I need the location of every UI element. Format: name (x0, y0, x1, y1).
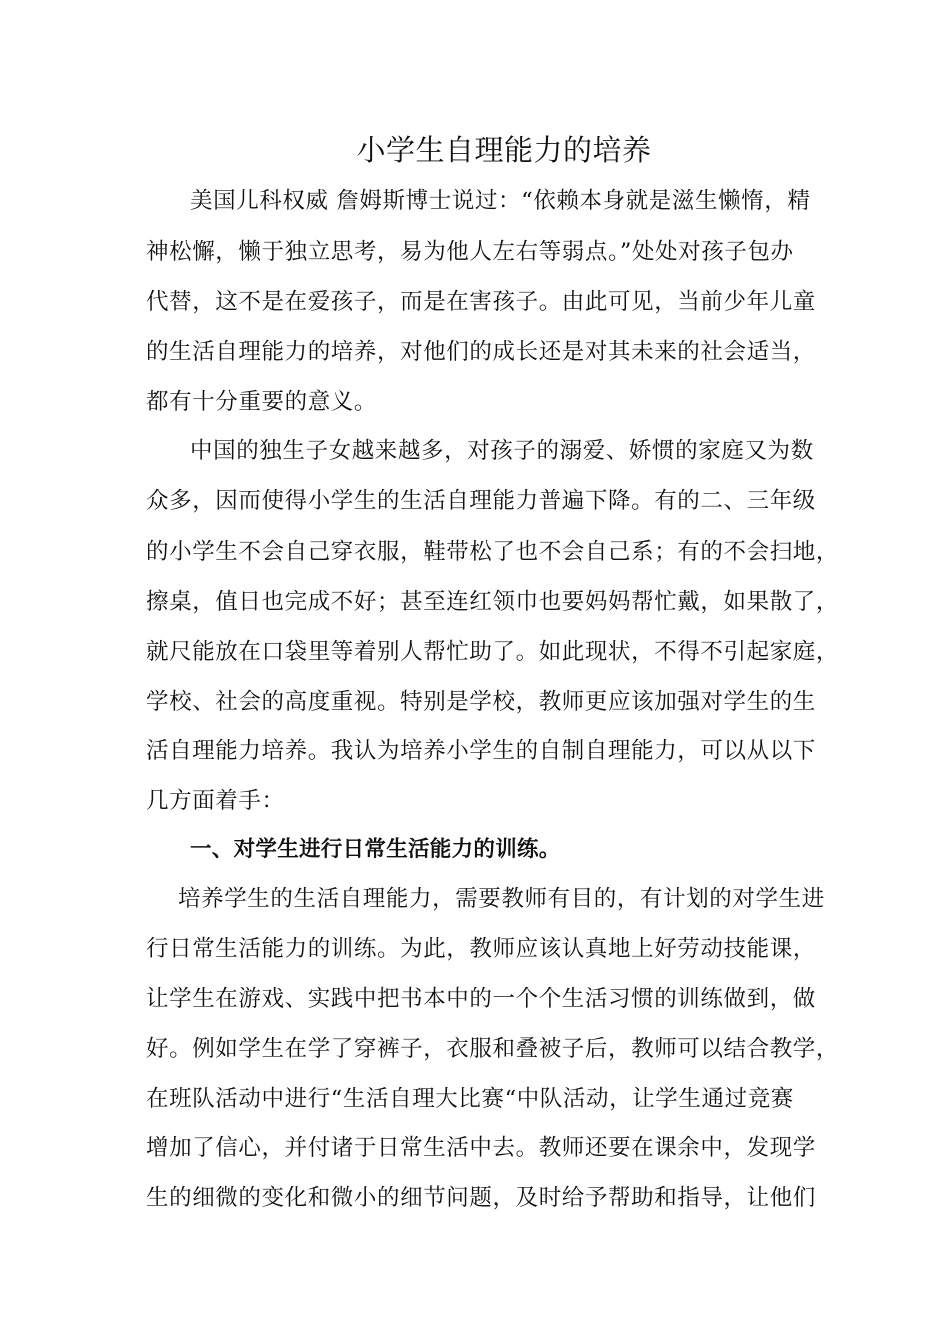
paragraph-line: 的小学生不会自己穿衣服，鞋带松了也不会自己系；有的不会扫地， (146, 539, 840, 565)
paragraph-line: 在班队活动中进行“生活自理大比赛“中队活动，让学生通过竞赛 (146, 1086, 794, 1112)
paragraph-line: 都有十分重要的意义。 (146, 389, 378, 415)
paragraph-line: 几方面着手： (146, 788, 285, 814)
paragraph-line: 中国的独生子女越来越多，对孩子的溺爱、娇惯的家庭又为数 (190, 438, 814, 464)
paragraph-line: 擦桌，值日也完成不好；甚至连红领巾也要妈妈帮忙戴，如果散了， (146, 589, 840, 615)
paragraph-line: 学校、社会的高度重视。特别是学校，教师更应该加强对学生的生 (146, 689, 816, 715)
paragraph-line: 就尺能放在口袋里等着别人帮忙助了。如此现状，不得不引起家庭， (146, 639, 840, 665)
document-title: 小学生自理能力的培养 (356, 133, 652, 167)
paragraph-line: 好。例如学生在学了穿裤子，衣服和叠被子后，教师可以结合教学， (146, 1036, 840, 1062)
paragraph-line: 培养学生的生活自理能力，需要教师有目的，有计划的对学生进 (178, 886, 825, 912)
paragraph-line: 代替，这不是在爱孩子，而是在害孩子。由此可见，当前少年儿童 (146, 289, 816, 315)
paragraph-line: 美国儿科权威 詹姆斯博士说过：“依赖本身就是滋生懒惰，精 (190, 188, 811, 214)
paragraph-line: 神松懈，懒于独立思考，易为他人左右等弱点。”处处对孩子包办 (146, 239, 794, 265)
paragraph-line: 让学生在游戏、实践中把书本中的一个个生活习惯的训练做到，做 (146, 986, 816, 1012)
paragraph-line: 众多，因而使得小学生的生活自理能力普遍下降。有的二、三年级 (146, 488, 816, 514)
paragraph-line: 的生活自理能力的培养，对他们的成长还是对其未来的社会适当， (146, 339, 816, 365)
section-heading: 一、对学生进行日常生活能力的训练。 (190, 837, 561, 862)
paragraph-line: 活自理能力培养。我认为培养小学生的自制自理能力，可以从以下 (146, 738, 816, 764)
paragraph-line: 增加了信心，并付诸于日常生活中去。教师还要在课余中，发现学 (146, 1135, 816, 1161)
paragraph-line: 生的细微的变化和微小的细节问题，及时给予帮助和指导，让他们 (146, 1185, 816, 1211)
paragraph-line: 行日常生活能力的训练。为此，教师应该认真地上好劳动技能课， (146, 936, 816, 962)
